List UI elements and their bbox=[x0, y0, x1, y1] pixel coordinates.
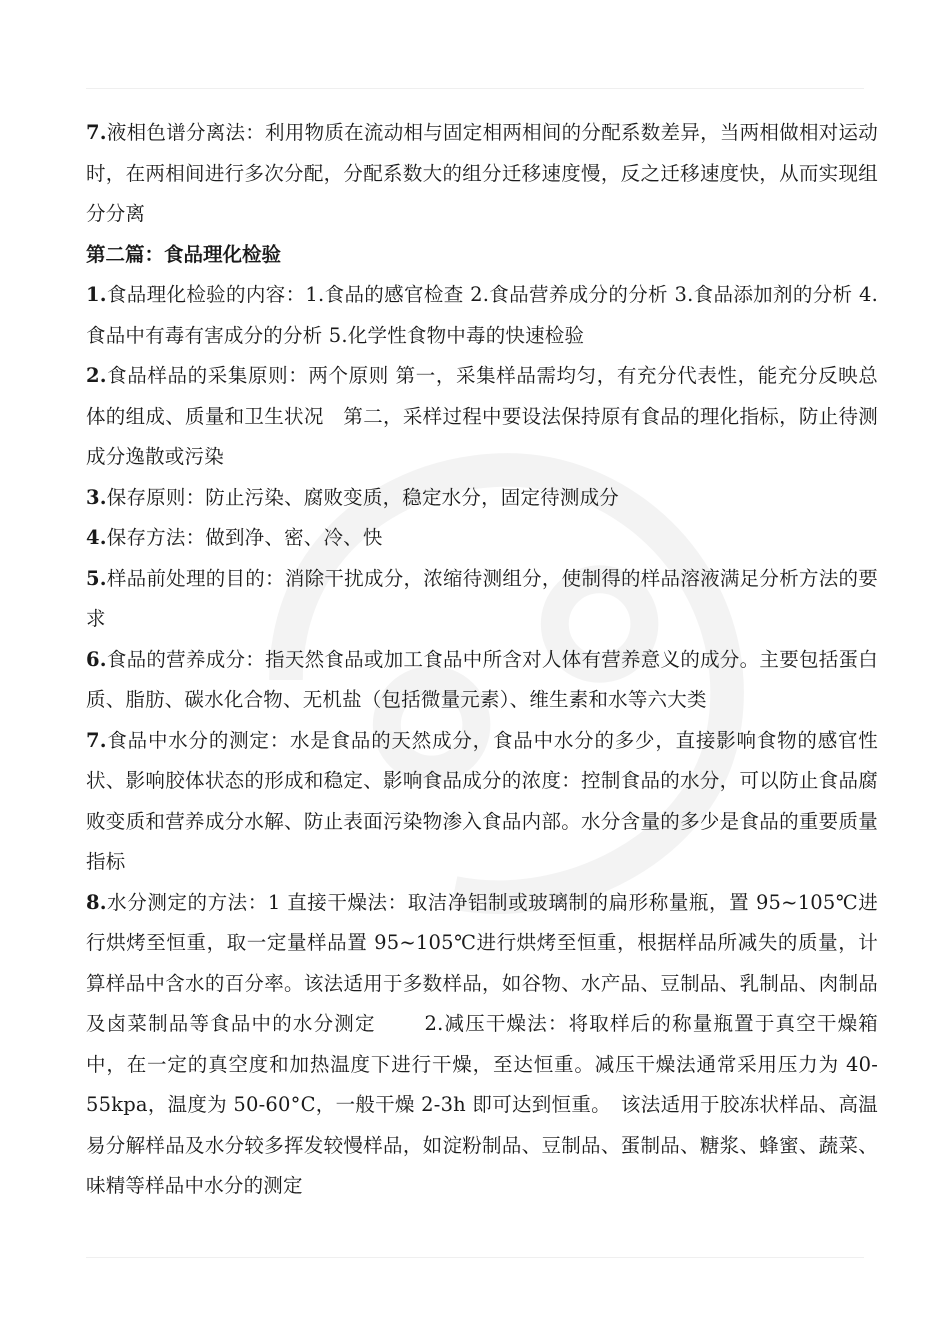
item-text: 保存原则：防止污染、腐败变质，稳定水分，固定待测成分 bbox=[106, 485, 619, 509]
item-number: 4. bbox=[86, 526, 107, 549]
item-number: 6. bbox=[86, 647, 107, 671]
list-item bbox=[86, 478, 878, 519]
item-text: 水分测定的方法：1 直接干燥法：取洁净铝制或玻璃制的扁形称量瓶，置 95~105℃进行烘烤至恒重，取一定量样品置 95~105℃进行烘烤至恒重，根据样品所减失的质量，计算样品中含水的百分率。该法适用于多数样品，如谷物、水产品、豆制品、乳制品、肉制品及卤菜制品等食品中的水分测定 2.减压干燥法：将取样后的称量瓶置于真空干燥箱中，在一定的真空度和加热温度下进行干燥，至达恒重。减压干燥法通常采用压力为 40-55kpa，温度为 50-60°C，一般干燥 2-3h 即可达到恒重。 该法适用于胶冻状样品、高温易分解样品及水分较多挥发较慢样品，如淀粉制品、豆制品、蛋制品、糖浆、蜂蜜、蔬菜、味精等样品中水分的测定 bbox=[86, 890, 878, 1197]
item-text: 食品理化检验的内容：1.食品的感官检查 2.食品营养成分的分析 3.食品添加剂的分析 4.食品中有毒有害成分的分析 5.化学性食物中毒的快速检验 bbox=[86, 283, 878, 347]
list-item bbox=[86, 559, 878, 640]
item-number: 5. bbox=[86, 566, 107, 590]
list-item bbox=[86, 640, 878, 721]
item-number: 2. bbox=[86, 364, 107, 387]
item-text: 保存方法：做到净、密、冷、快 bbox=[106, 526, 383, 549]
list-item bbox=[86, 883, 878, 1207]
item-number: 7. bbox=[86, 728, 107, 752]
item-text: 液相色谱分离法：利用物质在流动相与固定相两相间的分配系数差异，当两相做相对运动时，在两相间进行多次分配，分配系数大的组分迁移速度慢，反之迁移速度快，从而实现组分分离 bbox=[86, 121, 878, 225]
item-text: 食品的营养成分：指天然食品或加工食品中所含对人体有营养意义的成分。主要包括蛋白质、脂肪、碳水化合物、无机盐（包括微量元素）、维生素和水等六大类 bbox=[86, 647, 878, 711]
item-text: 食品中水分的测定：水是食品的天然成分，食品中水分的多少，直接影响食物的感官性状、影响胶体状态的形成和稳定、影响食品成分的浓度：控制食品的水分，可以防止食品腐败变质和营养成分水解、防止表面污染物渗入食品内部。水分含量的多少是食品的重要质量指标 bbox=[86, 728, 878, 873]
section-title: 第二篇：食品理化检验 bbox=[86, 242, 282, 266]
page-bottom-rule bbox=[86, 1257, 864, 1258]
item-number: 7. bbox=[86, 121, 107, 144]
list-item bbox=[86, 113, 878, 235]
list-item bbox=[86, 518, 878, 559]
item-text: 食品样品的采集原则：两个原则 第一，采集样品需均匀，有充分代表性，能充分反映总体的组成、质量和卫生状况 第二，采样过程中要设法保持原有食品的理化指标，防止待测成分逸散或污染 bbox=[86, 364, 878, 468]
list-item bbox=[86, 356, 878, 478]
item-number: 8. bbox=[86, 890, 107, 914]
list-item bbox=[86, 721, 878, 883]
page-top-rule bbox=[86, 88, 864, 89]
item-number: 3. bbox=[86, 485, 107, 509]
item-text: 样品前处理的目的：消除干扰成分，浓缩待测组分，使制得的样品溶液满足分析方法的要求 bbox=[86, 566, 878, 630]
list-item bbox=[86, 275, 878, 356]
item-number: 1. bbox=[86, 283, 107, 306]
document-body bbox=[86, 113, 878, 1207]
